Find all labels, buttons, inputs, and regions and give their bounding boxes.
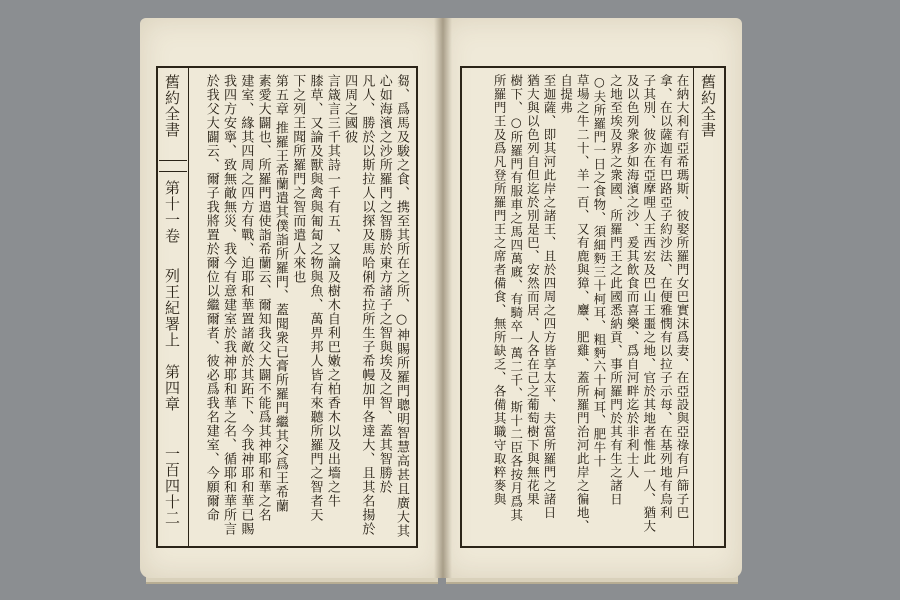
right-page-margin-column: [693, 68, 724, 546]
text-column: ○夫所羅門一日之食物、須細麪三十柯耳、粗麪六十柯耳、肥牛十: [591, 74, 607, 468]
text-column: 子其別、彼亦在亞摩哩人王西宏及巴山王噩之地、官於其地者惟此一人、猶大: [641, 74, 657, 533]
text-column: 所羅門王及爲凡登所羅門王之席者備食、無所缺乏、各備其職守取粹麥與: [492, 74, 508, 506]
right-page: [442, 18, 742, 578]
left-page: [140, 18, 442, 578]
text-column: 心如海濱之沙所羅門之智勝於東方諸子之智與埃及之智、蓋其智勝於: [376, 74, 392, 494]
text-column: 至迦薩、即其河此岸之諸王、且於四周之四方皆享太平、夫當所羅門之諸日: [542, 74, 557, 520]
text-column: 在納大利有亞希瑪斯、彼娶所羅門女巴實沫爲妻、在亞設與亞祿有戶篩子巴: [675, 74, 690, 520]
text-column: 下之列王聞所羅門之智而遣人來也: [290, 74, 306, 284]
text-column: 之地至埃及界之衆國、所羅門王之此國悉納貢、事所羅門於其有生之諸日: [608, 74, 624, 506]
right-page-text: [468, 74, 690, 540]
section-label: 列王紀署上: [163, 268, 181, 348]
text-column: 建室、緣其四周之四方有戰、迫耶和華置諸敵於其跖下、今我神耶和華已賜: [238, 74, 254, 536]
text-column: 猶大與以色列自但迄於別是巴、安然而居、人各在己之葡萄樹下與無花果: [525, 74, 541, 506]
book-gutter: [434, 18, 452, 578]
right-page-frame: [460, 66, 726, 548]
text-column: 言箴言三千其詩一千有五、又論及樹木自利巴嫩之柏香木以及出墻之牛: [324, 74, 340, 508]
page-number: 一百四十二: [163, 446, 181, 526]
text-column: 我四方安寧、致無敵無災、我今有意建室於我神耶和華之名、循耶和華所言: [221, 74, 237, 536]
text-column: 膝草、又論及獸與禽與匍匐之物與魚、萬畀邦人皆有來聽所羅門之智者天: [307, 74, 323, 522]
left-page-margin-column: [158, 68, 189, 546]
left-page-frame: [156, 66, 418, 548]
left-page-text: [192, 74, 410, 540]
chapter-five-column: 第五章 推羅王希蘭遣其僕詣所羅門、蓋聞衆已膏所羅門繼其父爲王希蘭: [272, 74, 288, 514]
fish-tail-ornament: [159, 160, 187, 172]
book-title: 舊約全書: [163, 74, 181, 138]
text-column: 於我父大闢云、爾子我將置於爾位以繼爾者、彼必爲我名建室、今願爾命: [203, 74, 219, 522]
text-column: 凡人、勝於以斯拉人以探及馬哈俐希拉所生子希幔加甲各達大、且其名揚於四周之國彼: [342, 74, 375, 536]
text-column: 樹下、○所羅門有服車之馬四萬廐、有騎卒一萬二千、斯十二臣各按月爲其: [508, 74, 524, 522]
volume-label: 第十一卷: [163, 180, 181, 244]
text-column: 芻、爲馬及駿之食、携至其所在之所、○神賜所羅門聰明智慧高甚且廣大其: [394, 74, 409, 538]
text-column: 草場之牛二十、羊一百、又有鹿與獐、麞、肥雞、蓋所羅門治河此岸之徧地、自提弗: [558, 74, 591, 533]
text-column: 素愛大闢也、所羅門遣使詣希蘭云、爾知我父大闢不能爲其神耶和華之名: [255, 74, 271, 522]
text-column: 及以色列衆多如海濱之沙、爰其飮食而喜樂、爲自河畔迄於非利士人: [625, 74, 641, 479]
chapter-label: 第四章: [163, 364, 181, 412]
book-title: 舊約全書: [699, 74, 717, 138]
text-column: 拿、在以薩迦有巴路亞子約沙法、在便雅憫有以拉子示每、在基列地有烏利: [658, 74, 674, 520]
open-book: [140, 18, 752, 586]
